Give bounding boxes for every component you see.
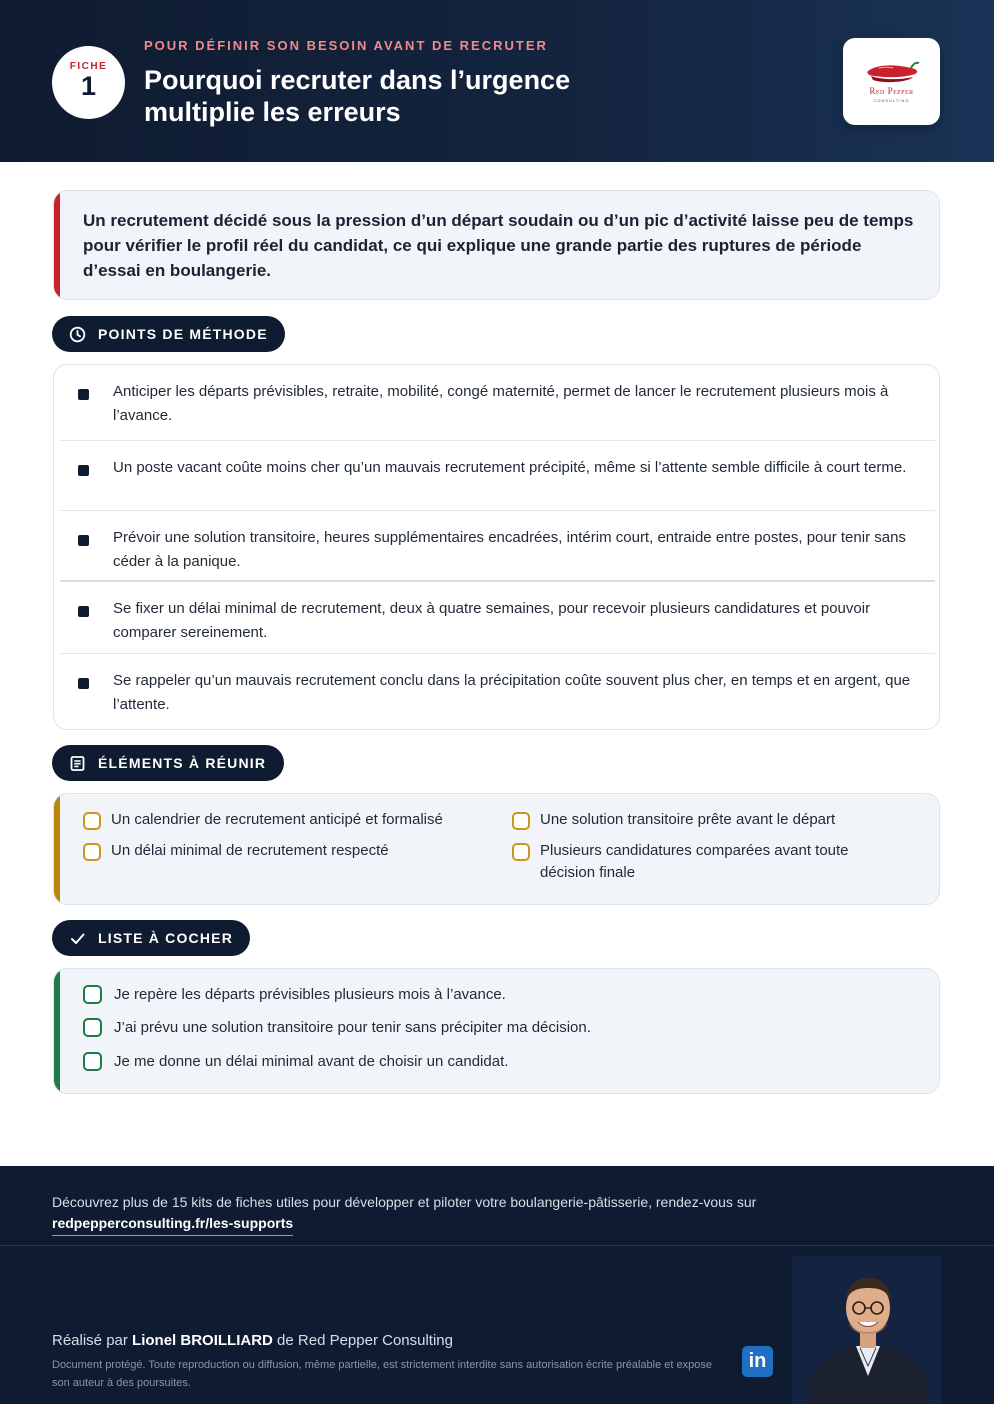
checkbox[interactable] (83, 1018, 102, 1037)
page-header (0, 0, 994, 162)
list-item-text: Anticiper les départs prévisibles, retraite, mobilité, congé maternité, permet de lancer le recrutement plusieurs mois à l’avance. (113, 383, 889, 424)
checklist-item (83, 984, 923, 1008)
square-bullet-icon (78, 535, 89, 546)
checklist-item (83, 1017, 923, 1041)
square-bullet-icon (78, 606, 89, 617)
list-item-text: Se rappeler qu’un mauvais recrutement conclu dans la précipitation coûte souvent plus cher, en temps et en argent, que l’attente. (113, 672, 911, 713)
section-title-elements (52, 745, 284, 781)
logo-name: Red Pepper (869, 86, 914, 96)
checklist-item (83, 1051, 923, 1075)
logo-subtitle: CONSULTING (873, 98, 910, 103)
credit-prefix: Réalisé par (52, 1332, 133, 1349)
square-bullet-icon (78, 465, 89, 476)
section-title-checklist (52, 920, 250, 956)
list-item-text: Se fixer un délai minimal de recrutement, deux à quatre semaines, pour recevoir plusieurs candidatures et pouvoir comparer sereinement. (113, 600, 871, 641)
list-item-text: Un poste vacant coûte moins cher qu’un mauvais recrutement précipité, même si l’attente semble difficile à court terme. (113, 459, 907, 476)
intro-text: Un recrutement décidé sous la pression d’un départ soudain ou d’un pic d’activité laisse peu de temps pour vérifier le profil réel du candidat, ce qui explique une grande partie des ruptures de période d’essai en boulangerie. (83, 211, 914, 280)
elements-item-text: Un délai minimal de recrutement respecté (111, 842, 389, 859)
author-portrait (798, 1266, 938, 1404)
section-title-method-label: POINTS DE MÉTHODE (98, 326, 268, 342)
elements-item (512, 840, 922, 888)
intro-panel (53, 190, 940, 300)
fiche-badge (52, 46, 125, 119)
list-item (60, 654, 935, 730)
list-item-text: Prévoir une solution transitoire, heures supplémentaires encadrées, intérim court, entraide entre postes, pour tenir sans céder à la panique. (113, 529, 906, 570)
page-footer (0, 1166, 994, 1404)
page-kicker: POUR DÉFINIR SON BESOIN AVANT DE RECRUTER (144, 38, 548, 53)
checklist-panel (53, 968, 940, 1094)
author-credit (52, 1332, 453, 1349)
checkmark-icon (69, 930, 86, 947)
footer-promo (52, 1192, 812, 1236)
section-title-checklist-label: LISTE À COCHER (98, 930, 234, 946)
footer-divider (0, 1245, 994, 1246)
list-item (60, 441, 935, 511)
checklist-item-text: Je me donne un délai minimal avant de choisir un candidat. (114, 1053, 509, 1070)
document-icon (69, 755, 86, 772)
list-item (60, 365, 935, 441)
credit-suffix: de Red Pepper Consulting (272, 1332, 453, 1349)
linkedin-icon[interactable]: in (742, 1346, 773, 1377)
elements-item (83, 840, 503, 864)
checkbox[interactable] (512, 843, 530, 861)
red-pepper-logo-icon (861, 58, 923, 86)
checkbox[interactable] (83, 985, 102, 1004)
section-title-elements-label: ÉLÉMENTS À RÉUNIR (98, 755, 267, 771)
list-item (60, 582, 935, 654)
checkbox[interactable] (83, 843, 101, 861)
checkbox[interactable] (83, 1052, 102, 1071)
company-logo (843, 38, 940, 125)
list-item (60, 511, 935, 582)
clock-icon (69, 326, 86, 343)
fiche-number: 1 (80, 71, 97, 101)
supports-link[interactable]: redpepperconsulting.fr/les-supports (52, 1213, 293, 1236)
square-bullet-icon (78, 678, 89, 689)
elements-item-text: Une solution transitoire prête avant le départ (540, 811, 836, 828)
elements-item (83, 809, 503, 833)
elements-item-text: Un calendrier de recrutement anticipé et formalisé (111, 811, 443, 828)
page-title: Pourquoi recruter dans l’urgence multiplie les erreurs (144, 65, 571, 127)
checkbox[interactable] (83, 812, 101, 830)
elements-item (512, 809, 922, 833)
checkbox[interactable] (512, 812, 530, 830)
elements-item-text: Plusieurs candidatures comparées avant toute décision finale (540, 842, 849, 881)
method-list (53, 364, 940, 730)
section-title-method (52, 316, 285, 352)
legal-notice: Document protégé. Toute reproduction ou diffusion, même partielle, est strictement interdite sans autorisation écrite préalable et expose son auteur à des poursuites. (52, 1359, 712, 1389)
author-name: Lionel BROILLIARD (132, 1332, 273, 1349)
checklist-item-text: Je repère les départs prévisibles plusieurs mois à l’avance. (114, 986, 506, 1003)
elements-panel (53, 793, 940, 905)
fiche-label: FICHE (69, 61, 108, 72)
checklist-item-text: J’ai prévu une solution transitoire pour tenir sans précipiter ma décision. (114, 1019, 591, 1036)
square-bullet-icon (78, 389, 89, 400)
footer-promo-text: Découvrez plus de 15 kits de fiches utiles pour développer et piloter votre boulangerie-pâtisserie, rendez-vous sur (52, 1194, 757, 1210)
